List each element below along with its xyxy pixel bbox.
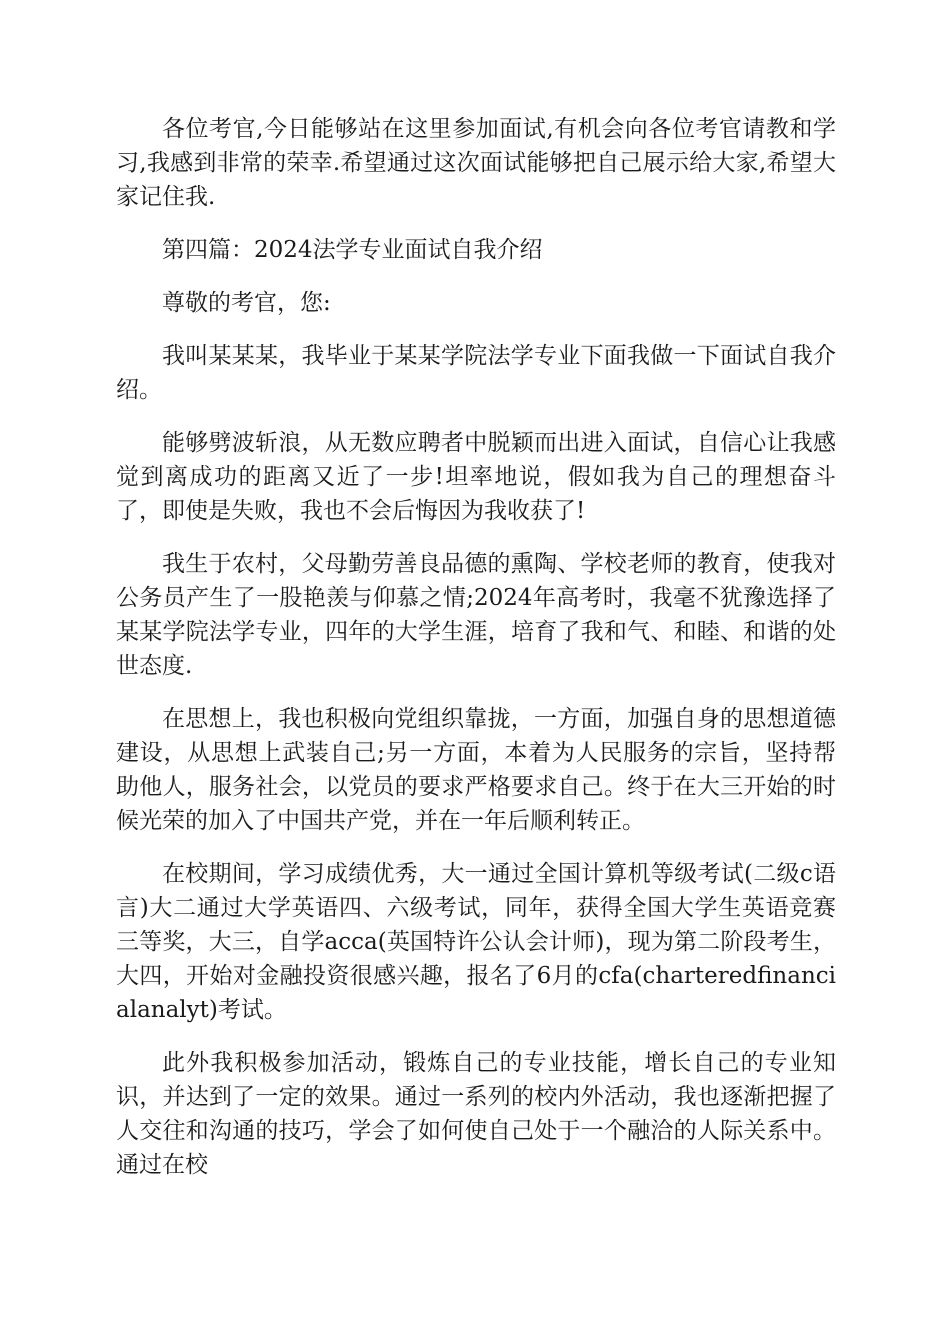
paragraph-intro-closing: 各位考官,今日能够站在这里参加面试,有机会向各位考官请教和学习,我感到非常的荣幸.希望通过这次面试能够把自己展示给大家,希望大家记住我. (116, 116, 836, 210)
paragraph-academics: 在校期间，学习成绩优秀，大一通过全国计算机等级考试(二级c语言)大二通过大学英语四、六级考试，同年，获得全国大学生英语竞赛三等奖，大三，自学acca(英国特许公认会计师)，现为第二阶段考生，大四，开始对金融投资很感兴趣，报名了6月的cfa(charteredfinancialanalyt)考试。 (116, 861, 836, 1023)
salutation: 尊敬的考官，您: (162, 290, 331, 316)
paragraph-confidence: 能够劈波斩浪，从无数应聘者中脱颖而出进入面试，自信心让我感觉到离成功的距离又近了一步!坦率地说，假如我为自己的理想奋斗了，即使是失败，我也不会后悔因为我收获了! (116, 430, 836, 524)
paragraph-name: 我叫某某某，我毕业于某某学院法学专业下面我做一下面试自我介绍。 (116, 343, 836, 403)
document-body (116, 112, 836, 1201)
paragraph-ideology: 在思想上，我也积极向党组织靠拢，一方面，加强自身的思想道德建设，从思想上武装自己;另一方面，本着为人民服务的宗旨，坚持帮助他人，服务社会，以党员的要求严格要求自己。终于在大三开始的时候光荣的加入了中国共产党，并在一年后顺利转正。 (116, 706, 836, 834)
section-heading: 第四篇：2024法学专业面试自我介绍 (162, 237, 543, 263)
paragraph-background: 我生于农村，父母勤劳善良品德的熏陶、学校老师的教育，使我对公务员产生了一股艳羡与仰慕之情;2024年高考时，我毫不犹豫选择了某某学院法学专业，四年的大学生涯，培育了我和气、和睦、和谐的处世态度. (116, 551, 836, 679)
paragraph-activities: 此外我积极参加活动，锻炼自己的专业技能，增长自己的专业知识，并达到了一定的效果。通过一系列的校内外活动，我也逐渐把握了人交往和沟通的技巧，学会了如何使自己处于一个融洽的人际关系中。通过在校 (116, 1050, 836, 1178)
